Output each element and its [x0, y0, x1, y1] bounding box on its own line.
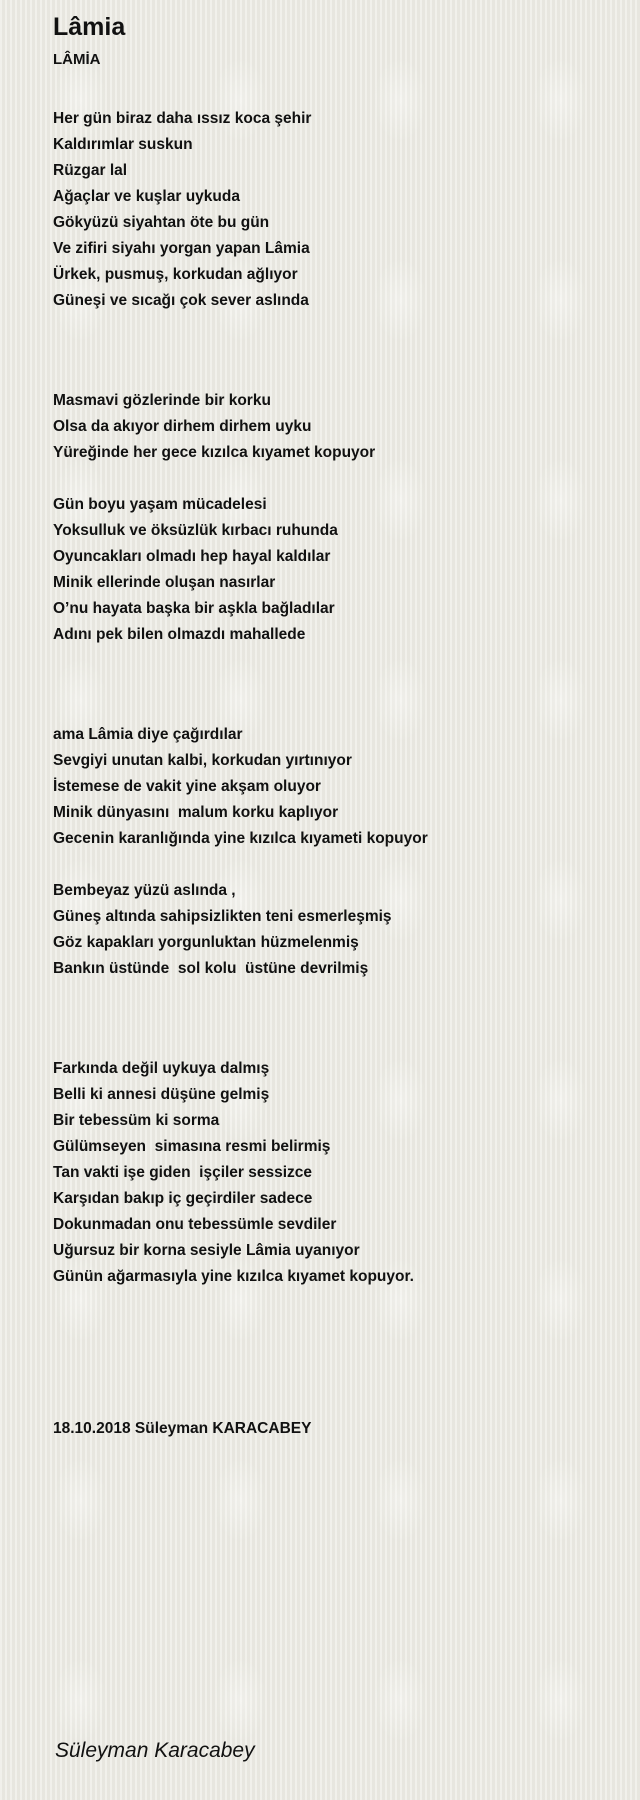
- stanza: [53, 106, 613, 314]
- poem-line: Tan vakti işe giden işçiler sessizce: [53, 1164, 313, 1181]
- poem-line: Günün ağarmasıyla yine kızılca kıyamet kopuyor.: [53, 1268, 414, 1285]
- poem-line: Gökyüzü siyahtan öte bu gün: [53, 214, 270, 231]
- poem-line: Güneş altında sahipsizlikten teni esmerleşmiş: [53, 908, 392, 925]
- stanza-gap: [53, 1290, 613, 1416]
- poem-line: Yoksulluk ve öksüzlük kırbacı ruhunda: [53, 522, 338, 539]
- poem-line: Minik dünyasını malum korku kaplıyor: [53, 804, 339, 821]
- stanza-gap: [53, 648, 613, 722]
- poem-line: Uğursuz bir korna sesiyle Lâmia uyanıyor: [53, 1242, 360, 1259]
- poem-line: Bankın üstünde sol kolu üstüne devrilmiş: [53, 960, 369, 977]
- poem-line: Yüreğinde her gece kızılca kıyamet kopuyor: [53, 444, 376, 461]
- poem-line: Gülümseyen simasına resmi belirmiş: [53, 1138, 331, 1155]
- poem-line: Güneşi ve sıcağı çok sever aslında: [53, 292, 309, 309]
- poem-line: Belli ki annesi düşüne gelmiş: [53, 1086, 270, 1103]
- author-signature: Süleyman Karacabey: [55, 1739, 255, 1762]
- poem-line: Bembeyaz yüzü aslında ,: [53, 882, 236, 899]
- poem-line: ama Lâmia diye çağırdılar: [53, 726, 243, 743]
- poem-line: Gün boyu yaşam mücadelesi: [53, 496, 267, 513]
- poem-title: Lâmia: [53, 13, 126, 41]
- poem-body: [53, 106, 613, 1442]
- poem-line: Her gün biraz daha ıssız koca şehir: [53, 110, 312, 127]
- poem-line: Farkında değil uykuya dalmış: [53, 1060, 270, 1077]
- poem-line: Göz kapakları yorgunluktan hüzmelenmiş: [53, 934, 359, 951]
- stanza: [53, 878, 613, 982]
- dateline-block: [53, 1416, 613, 1442]
- poem-line: Karşıdan bakıp iç geçirdiler sadece: [53, 1190, 313, 1207]
- poem-line: Dokunmadan onu tebessümle sevdiler: [53, 1216, 337, 1233]
- poem-line: Minik ellerinde oluşan nasırlar: [53, 574, 276, 591]
- stanza: [53, 722, 613, 852]
- stanza-gap: [53, 852, 613, 878]
- poem-line: Ürkek, pusmuş, korkudan ağlıyor: [53, 266, 298, 283]
- poem-line: Oyuncakları olmadı hep hayal kaldılar: [53, 548, 331, 565]
- poem-header: [53, 10, 613, 70]
- poem-line: Bir tebessüm ki sorma: [53, 1112, 220, 1129]
- stanza: [53, 1056, 613, 1290]
- poem-line: O’nu hayata başka bir aşkla bağladılar: [53, 600, 335, 617]
- stanza: [53, 492, 613, 648]
- poem-line: Ve zifiri siyahı yorgan yapan Lâmia: [53, 240, 310, 257]
- poem-dateline: 18.10.2018 Süleyman KARACABEY: [53, 1420, 312, 1437]
- poem-line: Masmavi gözlerinde bir korku: [53, 392, 271, 409]
- stanza-gap: [53, 982, 613, 1056]
- poem-line: Adını pek bilen olmazdı mahallede: [53, 626, 306, 643]
- stanza-gap: [53, 314, 613, 388]
- poem-line: Ağaçlar ve kuşlar uykuda: [53, 188, 240, 205]
- stanza-gap: [53, 466, 613, 492]
- poem-line: Kaldırımlar suskun: [53, 136, 193, 153]
- poem-line: İstemese de vakit yine akşam oluyor: [53, 778, 321, 795]
- poem-line: Rüzgar lal: [53, 162, 128, 179]
- poem-line: Sevgiyi unutan kalbi, korkudan yırtınıyor: [53, 752, 352, 769]
- poem-subtitle: LÂMİA: [53, 51, 101, 68]
- poem-line: Gecenin karanlığında yine kızılca kıyameti kopuyor: [53, 830, 428, 847]
- stanza: [53, 388, 613, 466]
- poem-line: Olsa da akıyor dirhem dirhem uyku: [53, 418, 312, 435]
